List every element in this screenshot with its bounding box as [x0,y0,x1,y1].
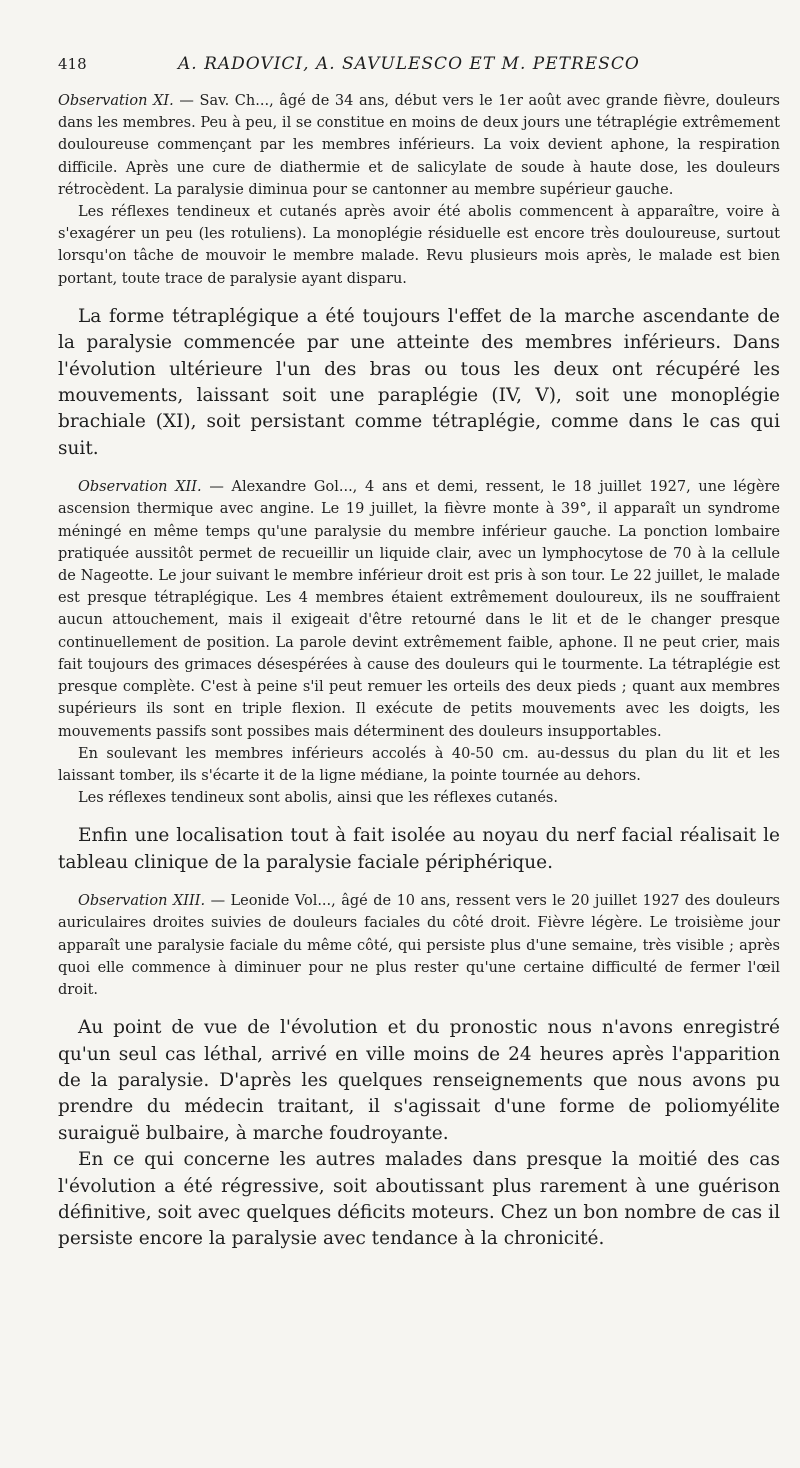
body-paragraph-1: La forme tétraplégique a été toujours l'effet de la marche ascendante de la paralysie commencée par une atteinte des membres inférieurs. Dans l'évolution ultérieure l'un des bras ou tous les deux ont récupéré les mouvements, laissant soit une paraplégie (IV, V), soit une monoplégie brachiale (XI), soit persistant comme tétraplégie, comme dans le cas qui suit. [58,305,780,459]
observation-13-paragraph-1 [58,890,780,1001]
body-paragraph-2: Enfin une localisation tout à fait isolée au noyau du nerf facial réalisait le tableau clinique de la paralysie faciale périphérique. [58,825,780,873]
running-head [58,54,780,90]
observation-13-label: Observation XIII. [78,893,206,910]
body-paragraph-4: En ce qui concerne les autres malades dans presque la moitié des cas l'évolution a été régressive, soit aboutissant plus rarement à une guérison définitive, soit avec quelques déficits moteurs. Chez un bon nombre de cas il persiste encore la paralysie avec tendance à la chronicité. [58,1149,780,1250]
observation-11-text-1: — Sav. Ch..., âgé de 34 ans, début vers le 1er août avec grande fièvre, douleurs dans les membres. Peu à peu, il se constitue en moins de deux jours une tétraplégie extrêmement douloureuse commençant par les membres inférieurs. La voix devient aphone, la respiration difficile. Après une cure de diathermie et de salicylate de soude à haute dose, les douleurs rétrocèdent. La paralysie diminua pour se cantonner au membre supérieur gauche. [58,93,780,198]
body-paragraph-3: Au point de vue de l'évolution et du pronostic nous n'avons enregistré qu'un seul cas léthal, arrivé en ville moins de 24 heures après l'apparition de la paralysie. D'après les quelques renseignements que nous avons pu prendre du médecin traitant, il s'agissait d'une forme de poliomyélite suraiguë bulbaire, à marche foudroyante. [58,1017,780,1144]
observation-13-text-1: — Leonide Vol..., âgé de 10 ans, ressent vers le 20 juillet 1927 des douleurs auriculaires droites suivies de douleurs faciales du côté droit. Fièvre légère. Le troisième jour apparaît une paralysie faciale du même côté, qui persiste plus d'une semaine, très visible ; après quoi elle commence à diminuer pour ne plus rester qu'une certaine difficulté de fermer l'œil droit. [58,893,781,998]
observation-13 [58,890,780,1001]
observation-11-paragraph-1 [58,90,780,201]
page-number: 418 [58,55,87,73]
observation-11-paragraph-2: Les réflexes tendineux et cutanés après avoir été abolis commencent à apparaître, voire à s'exagérer un peu (les rotuliens). La monoplégie résiduelle est encore très douloureuse, surtout lorsqu'on tâche de mouvoir le membre malade. Revu plusieurs mois après, le malade est bien portant, toute trace de paralysie ayant disparu. [58,204,780,287]
observation-12-paragraph-3: Les réflexes tendineux sont abolis, ainsi que les réflexes cutanés. [78,790,558,807]
observation-12-label: Observation XII. [78,479,202,496]
observation-12-paragraph-1 [58,476,780,742]
observation-12-paragraph-2: En soulevant les membres inférieurs accolés à 40-50 cm. au-dessus du plan du lit et les laissant tomber, ils s'écarte it de la ligne médiane, la pointe tournée au dehors. [58,745,780,784]
observation-12-text-1: — Alexandre Gol..., 4 ans et demi, ressent, le 18 juillet 1927, une légère ascension thermique avec angine. Le 19 juillet, la fièvre monte à 39°, il apparaît un syndrome méningé en même temps qu'une paralysie du membre inférieur gauche. La ponction lombaire pratiquée aussitôt permet de recueillir un liquide clair, avec un lymphocytose de 70 à la cellule de Nageotte. Le jour suivant le membre inférieur droit est pris à son tour. Le 22 juillet, le malade est presque tétraplégique. Les 4 membres étaient extrêmement douloureux, ils ne souffraient aucun attouchement, mais il exigeait d'être retourné dans le lit et de le changer presque continuellement de position. La parole devint extrêmement faible, aphone. Il ne peut crier, mais fait toujours des grimaces désespérées à cause des douleurs qui le tourmente. La tétraplégie est presque complète. C'est à peine s'il peut remuer les orteils des deux pieds ; quant aux membres supérieurs ils sont en triple flexion. Il exécute de petits mouvements avec les doigts, les mouvements passifs sont possibes mais déterminent des douleurs insupportables. [58,479,780,740]
running-title: A. RADOVICI, A. SAVULESCO ET M. PETRESCO [178,54,640,74]
observation-12 [58,476,780,809]
observation-11 [58,90,780,290]
observation-11-label: Observation XI. [58,93,174,109]
